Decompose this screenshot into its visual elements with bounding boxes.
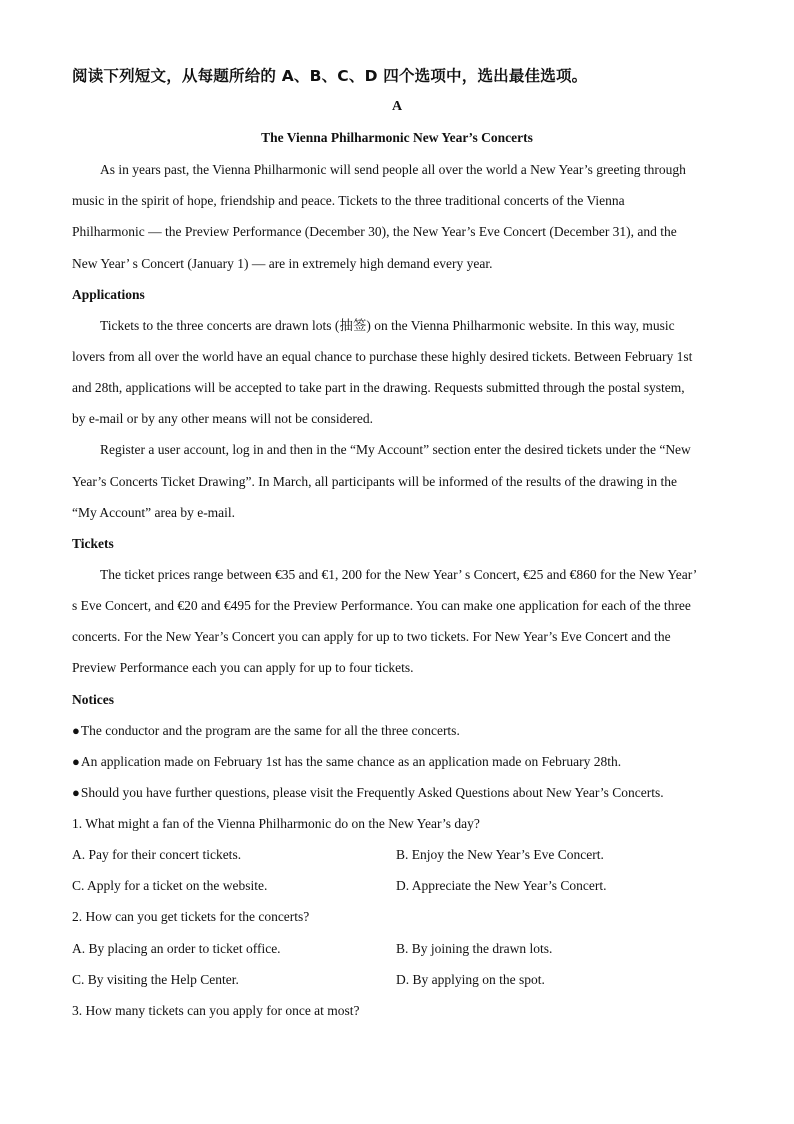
- tickets-line: The ticket prices range between €35 and €1, 200 for the New Year’ s Concert, €25 and €860 for the New Year’: [100, 567, 698, 582]
- applications-line: “My Account” area by e-mail.: [72, 505, 236, 520]
- intro-line: As in years past, the Vienna Philharmonic will send people all over the world a New Year’s greeting through: [100, 162, 686, 177]
- question-option: D. By applying on the spot.: [396, 972, 545, 987]
- question-option: C. Apply for a ticket on the website.: [72, 878, 268, 893]
- intro-line: music in the spirit of hope, friendship and peace. Tickets to the three traditional concerts of the Vienna: [72, 193, 625, 208]
- applications-heading: Applications: [72, 287, 145, 302]
- tickets-line: s Eve Concert, and €20 and €495 for the Preview Performance. You can make one application for each of the three: [72, 598, 691, 613]
- applications-line: Tickets to the three concerts are drawn lots (抽签) on the Vienna Philharmonic website. In this way, music: [100, 318, 675, 333]
- intro-line: Philharmonic — the Preview Performance (December 30), the New Year’s Eve Concert (December 31), and the: [72, 224, 677, 239]
- question-option: A. By placing an order to ticket office.: [72, 941, 281, 956]
- tickets-heading: Tickets: [72, 536, 114, 551]
- notice-item: ● Should you have further questions, please visit the Frequently Asked Questions about New Year’s Concerts.: [72, 784, 664, 802]
- notice-item: ● The conductor and the program are the same for all the three concerts.: [72, 722, 460, 740]
- question-option: C. By visiting the Help Center.: [72, 972, 239, 987]
- question-stem: 1. What might a fan of the Vienna Philharmonic do on the New Year’s day?: [72, 816, 480, 831]
- instruction: 阅读下列短文，从每题所给的 A、B、C、D 四个选项中，选出最佳选项。: [72, 67, 588, 85]
- notices-heading: Notices: [72, 692, 114, 707]
- tickets-line: concerts. For the New Year’s Concert you can apply for up to two tickets. For New Year’s Eve Concert and the: [72, 629, 671, 644]
- question-stem: 3. How many tickets can you apply for once at most?: [72, 1003, 360, 1018]
- applications-line: lovers from all over the world have an equal chance to purchase these highly desired tickets. Between February 1st: [72, 349, 693, 364]
- question-option: B. By joining the drawn lots.: [396, 941, 553, 956]
- applications-line: Register a user account, log in and then in the “My Account” section enter the desired tickets under the “New: [100, 442, 691, 457]
- question-stem: 2. How can you get tickets for the concerts?: [72, 909, 310, 924]
- question-option: D. Appreciate the New Year’s Concert.: [396, 878, 607, 893]
- tickets-line: Preview Performance each you can apply for up to four tickets.: [72, 660, 414, 675]
- notice-item: ● An application made on February 1st has the same chance as an application made on February 28th.: [72, 753, 621, 771]
- applications-line: by e-mail or by any other means will not be considered.: [72, 411, 374, 426]
- intro-line: New Year’ s Concert (January 1) — are in extremely high demand every year.: [72, 256, 493, 271]
- applications-line: and 28th, applications will be accepted to take part in the drawing. Requests submitted through the postal system,: [72, 380, 685, 395]
- section-letter: A: [391, 99, 403, 114]
- question-option: A. Pay for their concert tickets.: [72, 847, 242, 862]
- applications-line: Year’s Concerts Ticket Drawing”. In March, all participants will be informed of the results of the drawing in the: [72, 474, 677, 489]
- passage-title: The Vienna Philharmonic New Year’s Concerts: [261, 130, 533, 145]
- question-option: B. Enjoy the New Year’s Eve Concert.: [396, 847, 604, 862]
